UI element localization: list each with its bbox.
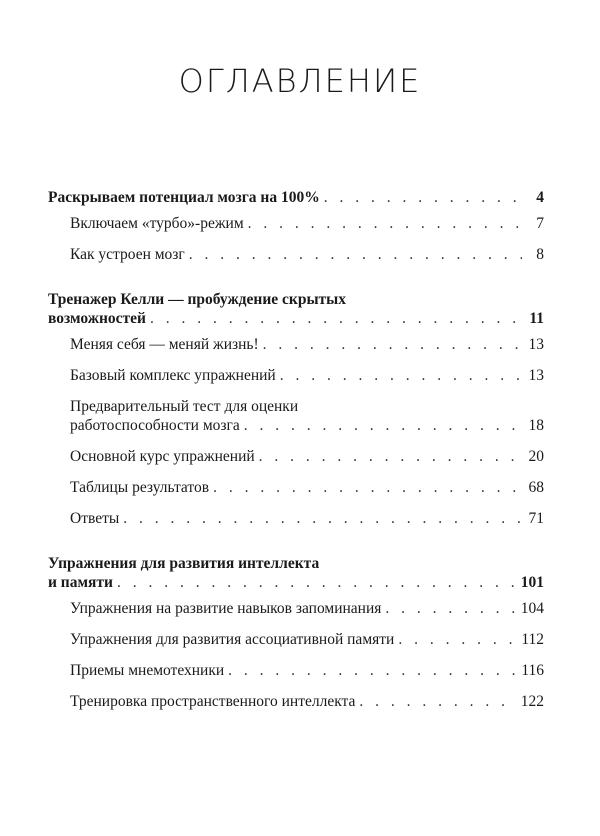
toc-entry[interactable] — [48, 599, 544, 618]
toc-entry[interactable] — [48, 692, 544, 711]
toc-entry[interactable] — [48, 509, 544, 528]
toc-page-number: 68 — [528, 479, 544, 496]
toc-heading[interactable] — [48, 188, 544, 207]
toc-page-number: 104 — [520, 600, 544, 617]
toc-heading[interactable] — [48, 290, 544, 328]
dot-leader — [280, 366, 522, 385]
toc-entry[interactable] — [48, 447, 544, 466]
dot-leader — [228, 661, 517, 680]
dot-leader — [123, 509, 522, 528]
dot-leader — [189, 245, 522, 264]
toc-page-number: 13 — [528, 367, 544, 384]
dot-leader — [324, 188, 522, 207]
dot-leader — [385, 599, 516, 618]
toc-page-number: 7 — [536, 215, 544, 232]
toc-entry-text: Включаем «турбо»-режим — [70, 215, 244, 232]
toc-entry-text: Меняя себя — меняй жизнь! — [70, 336, 259, 353]
toc-page-number: 18 — [528, 417, 544, 434]
dot-leader — [213, 478, 522, 497]
toc-page-number: 13 — [528, 336, 544, 353]
toc-entry-text: работоспособности мозга — [70, 417, 240, 434]
page-title: ОГЛАВЛЕНИЕ — [178, 62, 422, 100]
dot-leader — [259, 447, 522, 466]
toc-heading-text: Упражнения для развития интеллекта — [48, 555, 320, 572]
toc-entry-text: Ответы — [70, 510, 120, 527]
toc-entry[interactable] — [48, 630, 544, 649]
toc-page-number: 11 — [529, 310, 544, 327]
toc-entry-text: Таблицы результатов — [70, 479, 210, 496]
toc-entry[interactable] — [48, 478, 544, 497]
dot-leader — [263, 335, 522, 354]
toc-page-number: 4 — [536, 189, 544, 206]
toc-page-number: 8 — [536, 246, 544, 263]
toc-page-number: 101 — [520, 574, 544, 591]
toc-heading-text: Раскрываем потенциал мозга на 100% — [48, 189, 320, 206]
toc-entry-text: Упражнения для развития ассоциативной памяти — [70, 631, 395, 648]
toc-entry[interactable] — [48, 214, 544, 233]
dot-leader — [244, 416, 522, 435]
toc-section-1 — [48, 188, 544, 264]
toc-entry[interactable] — [48, 661, 544, 680]
dot-leader — [248, 214, 522, 233]
toc-entry-text: Тренировка пространственного интеллекта — [70, 693, 356, 710]
toc-entry-text: Приемы мнемотехники — [70, 662, 225, 679]
dot-leader — [359, 692, 516, 711]
toc-page-number: 112 — [521, 631, 544, 648]
dot-leader — [398, 630, 517, 649]
toc-heading[interactable] — [48, 554, 544, 592]
toc-entry-text: Базовый комплекс упражнений — [70, 367, 276, 384]
dot-leader — [117, 573, 517, 592]
toc-page-number: 122 — [520, 693, 544, 710]
toc-entry-text: Как устроен мозг — [70, 246, 185, 263]
toc-section-2 — [48, 290, 544, 528]
dot-leader — [150, 309, 522, 328]
toc-entry-text: Основной курс упражнений — [70, 448, 255, 465]
toc-heading-text: возможностей — [48, 310, 146, 327]
toc-page-number: 71 — [528, 510, 544, 527]
toc-heading-text: и памяти — [48, 574, 113, 591]
toc-entry-text: Предварительный тест для оценки — [70, 398, 299, 415]
toc-section-3 — [48, 554, 544, 711]
toc-heading-text: Тренажер Келли — пробуждение скрытых — [48, 291, 347, 308]
toc-entry[interactable] — [48, 366, 544, 385]
toc-entry[interactable] — [48, 245, 544, 264]
toc-page-number: 116 — [521, 662, 544, 679]
toc-page-number: 20 — [528, 448, 544, 465]
toc-entry[interactable] — [48, 397, 544, 435]
toc-entry[interactable] — [48, 335, 544, 354]
table-of-contents — [48, 188, 544, 737]
toc-entry-text: Упражнения на развитие навыков запоминания — [70, 600, 382, 617]
